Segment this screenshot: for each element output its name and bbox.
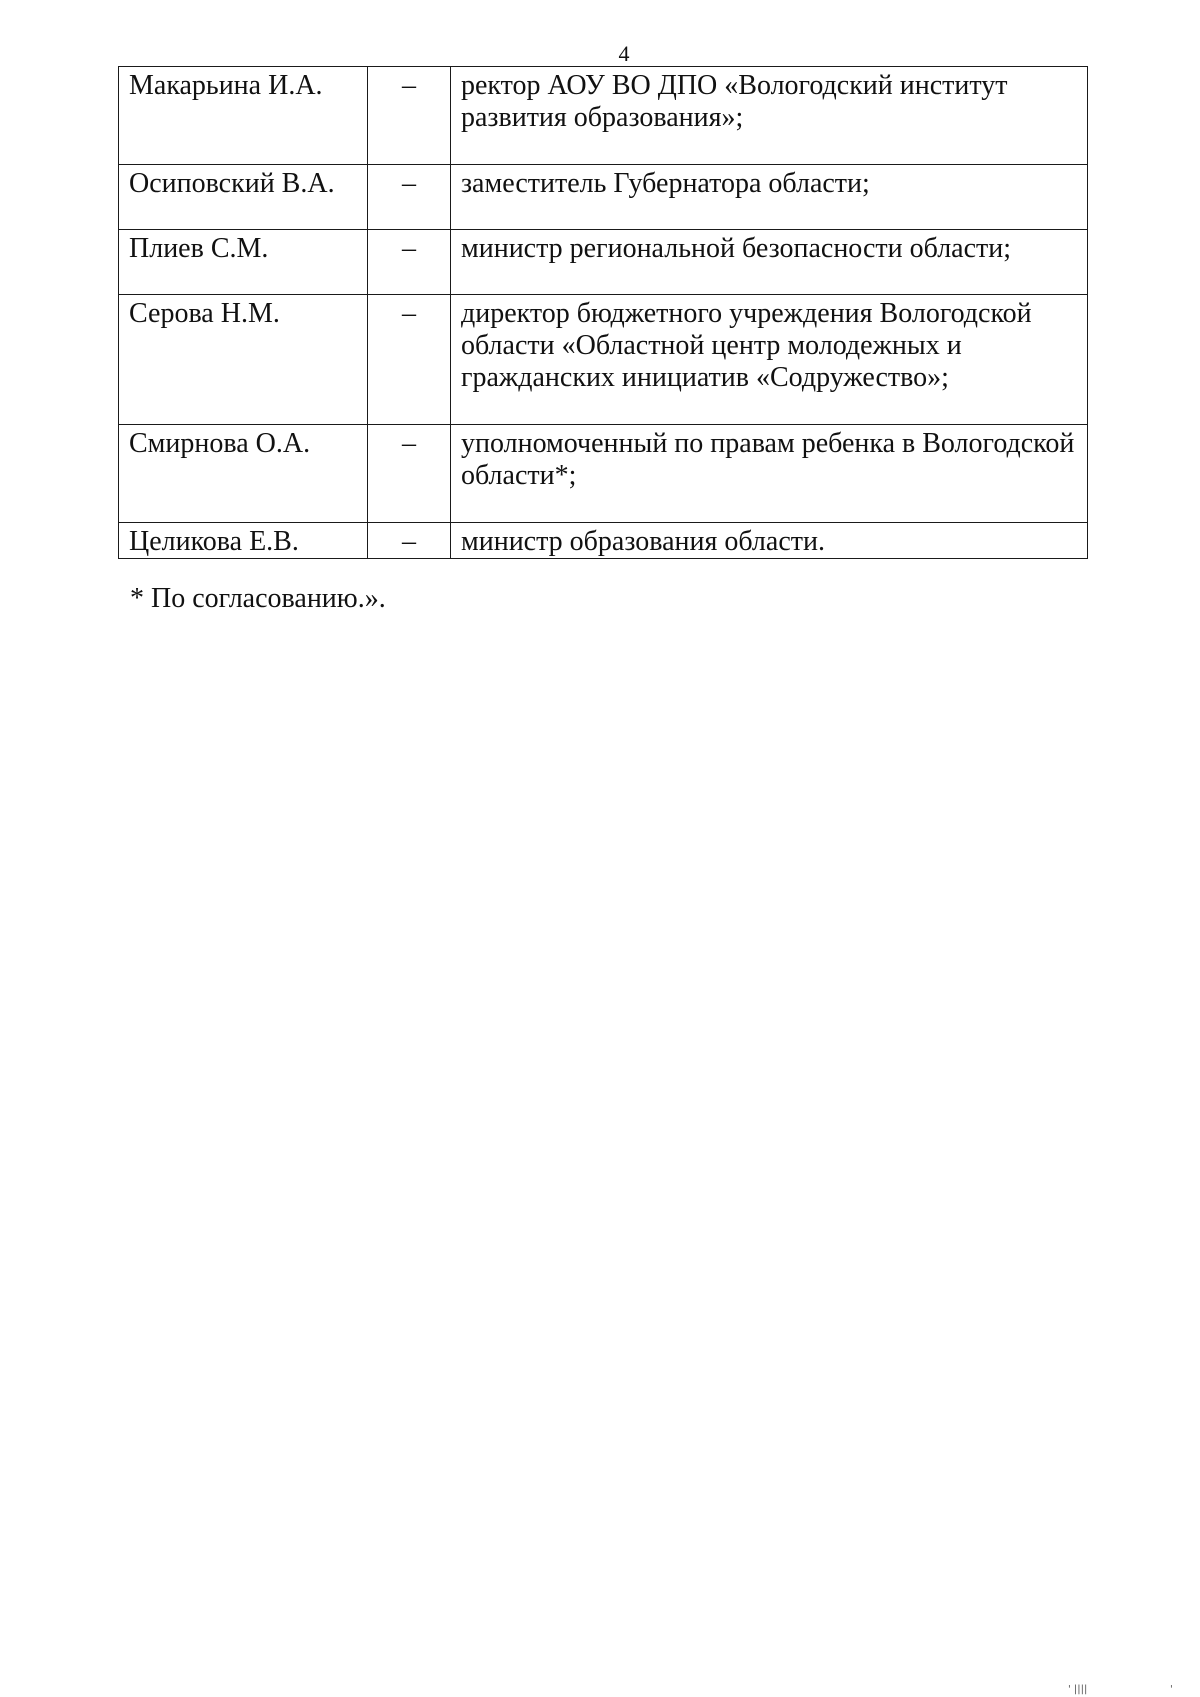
dash-separator: – [368,425,451,523]
member-name: Целикова Е.В. [119,523,368,559]
member-name: Плиев С.М. [119,230,368,295]
footnote: * По согласованию.». [130,583,386,614]
member-role: директор бюджетного учреждения Вологодской области «Областной центр молодежных и гражданских инициатив «Содружество»; [451,295,1088,425]
member-role: ректор АОУ ВО ДПО «Вологодский институт развития образования»; [451,67,1088,165]
dash-separator: – [368,67,451,165]
scan-mark: ' [1170,1684,1173,1695]
table-row [119,295,1088,425]
table-row [119,425,1088,523]
member-role: министр образования области. [451,523,1088,559]
member-role: министр региональной безопасности области; [451,230,1088,295]
dash-separator: – [368,165,451,230]
scan-mark: ' |||| [1068,1684,1088,1695]
dash-separator: – [368,295,451,425]
member-role: заместитель Губернатора области; [451,165,1088,230]
dash-separator: – [368,523,451,559]
member-name: Смирнова О.А. [119,425,368,523]
table-row [119,230,1088,295]
table-row [119,523,1088,559]
members-table [118,66,1088,559]
member-name: Серова Н.М. [119,295,368,425]
page-number: 4 [618,41,630,66]
dash-separator: – [368,230,451,295]
table-row [119,67,1088,165]
member-name: Макарьина И.А. [119,67,368,165]
table-row [119,165,1088,230]
member-role: уполномоченный по правам ребенка в Вологодской области*; [451,425,1088,523]
member-name: Осиповский В.А. [119,165,368,230]
